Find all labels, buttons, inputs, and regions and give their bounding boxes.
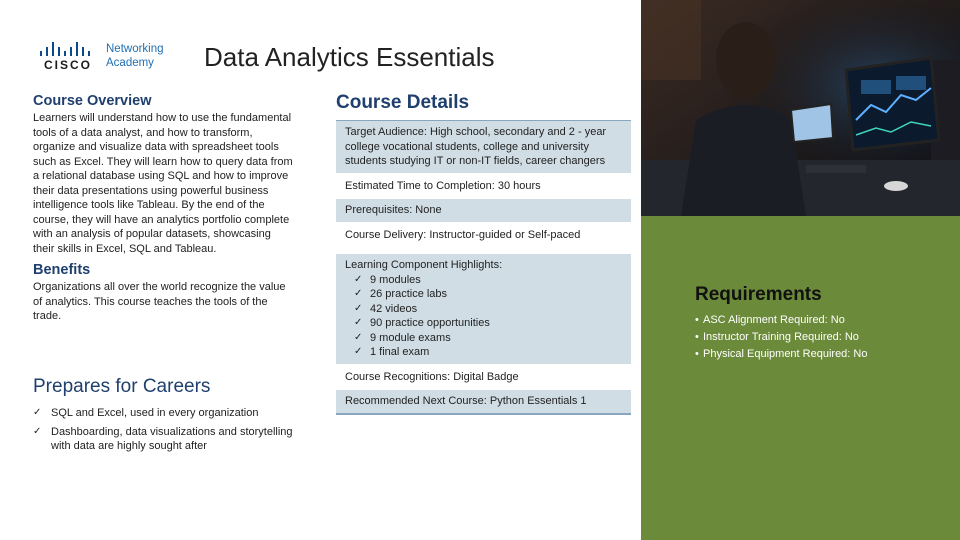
- check-icon: ✓: [33, 425, 42, 437]
- bullet-icon: •: [695, 314, 699, 326]
- cisco-networking-academy-logo: [38, 42, 178, 74]
- logo-cisco-word: CISCO: [44, 58, 93, 72]
- requirements-list: [695, 312, 867, 363]
- requirements-heading: Requirements: [695, 284, 822, 305]
- list-item: ✓ 90 practice opportunities: [354, 317, 490, 329]
- prerequisites-row: Prerequisites: None: [336, 199, 631, 224]
- highlights-list: [345, 273, 622, 360]
- check-icon: ✓: [354, 331, 363, 343]
- requirements-section: [695, 284, 867, 363]
- list-item: ✓ 26 practice labs: [354, 288, 448, 300]
- careers-section: [33, 376, 295, 458]
- time-row: Estimated Time to Completion: 30 hours: [336, 175, 631, 200]
- person-at-computer-illustration: [641, 0, 960, 216]
- check-icon: ✓: [354, 346, 363, 357]
- careers-heading: Prepares for Careers: [33, 376, 211, 397]
- left-column: [33, 93, 295, 324]
- benefits-text: Organizations all over the world recognize the value of analytics. This course teaches the tools of the trade.: [33, 281, 286, 322]
- list-item: ✓ 9 module exams: [354, 331, 451, 344]
- target-audience-row: Target Audience: High school, secondary and 2 - year college vocational students, college and university students studying IT or non-IT fields, career changers: [336, 121, 631, 175]
- check-icon: ✓: [354, 302, 363, 314]
- details-heading: Course Details: [336, 92, 470, 113]
- requirements-panel: [641, 216, 960, 540]
- check-icon: ✓: [354, 317, 363, 328]
- overview-text: Learners will understand how to use the fundamental tools of a data analyst, and how to transform, organize and visualize data with spreadsheet tools such as Excel. They will learn how to query data from a relational database using SQL and how to improve their data presentations using powerful business intelligence tools like Tableau. By the end of the course, they will have an analytics portfolio complete with an analysis of popular datasets, showcasing their skills in Excel, SQL and Tableau.: [33, 112, 293, 255]
- highlights-row: [336, 254, 631, 366]
- benefits-heading: Benefits: [33, 262, 91, 278]
- list-item: ✓ SQL and Excel, used in every organization: [33, 407, 259, 419]
- check-icon: ✓: [354, 273, 363, 285]
- check-icon: ✓: [354, 288, 363, 299]
- overview-heading: Course Overview: [33, 93, 152, 109]
- list-item: • Instructor Training Required: No: [695, 329, 867, 346]
- recognition-row: Course Recognitions: Digital Badge: [336, 366, 631, 391]
- logo-academy-text: Networking Academy: [106, 43, 164, 69]
- cisco-bars-icon: [38, 42, 96, 56]
- page-title: Data Analytics Essentials: [204, 42, 495, 72]
- list-item: ✓ 1 final exam: [354, 346, 430, 358]
- list-item: ✓ 42 videos: [354, 302, 418, 315]
- highlights-label: Learning Component Highlights:: [345, 259, 503, 271]
- bullet-icon: •: [695, 348, 699, 360]
- list-item: • ASC Alignment Required: No: [695, 312, 867, 329]
- next-course-row: Recommended Next Course: Python Essentials 1: [336, 390, 631, 415]
- list-item: • Physical Equipment Required: No: [695, 346, 867, 363]
- list-item: ✓ Dashboarding, data visualizations and storytelling with data are highly sought after: [33, 425, 293, 452]
- hero-photo: [641, 0, 960, 216]
- careers-list: [33, 406, 295, 454]
- bullet-icon: •: [695, 331, 699, 343]
- check-icon: ✓: [33, 407, 42, 418]
- list-item: ✓ 9 modules: [354, 273, 421, 286]
- delivery-row: Course Delivery: Instructor-guided or Self-paced: [336, 224, 631, 255]
- details-table: [336, 120, 631, 415]
